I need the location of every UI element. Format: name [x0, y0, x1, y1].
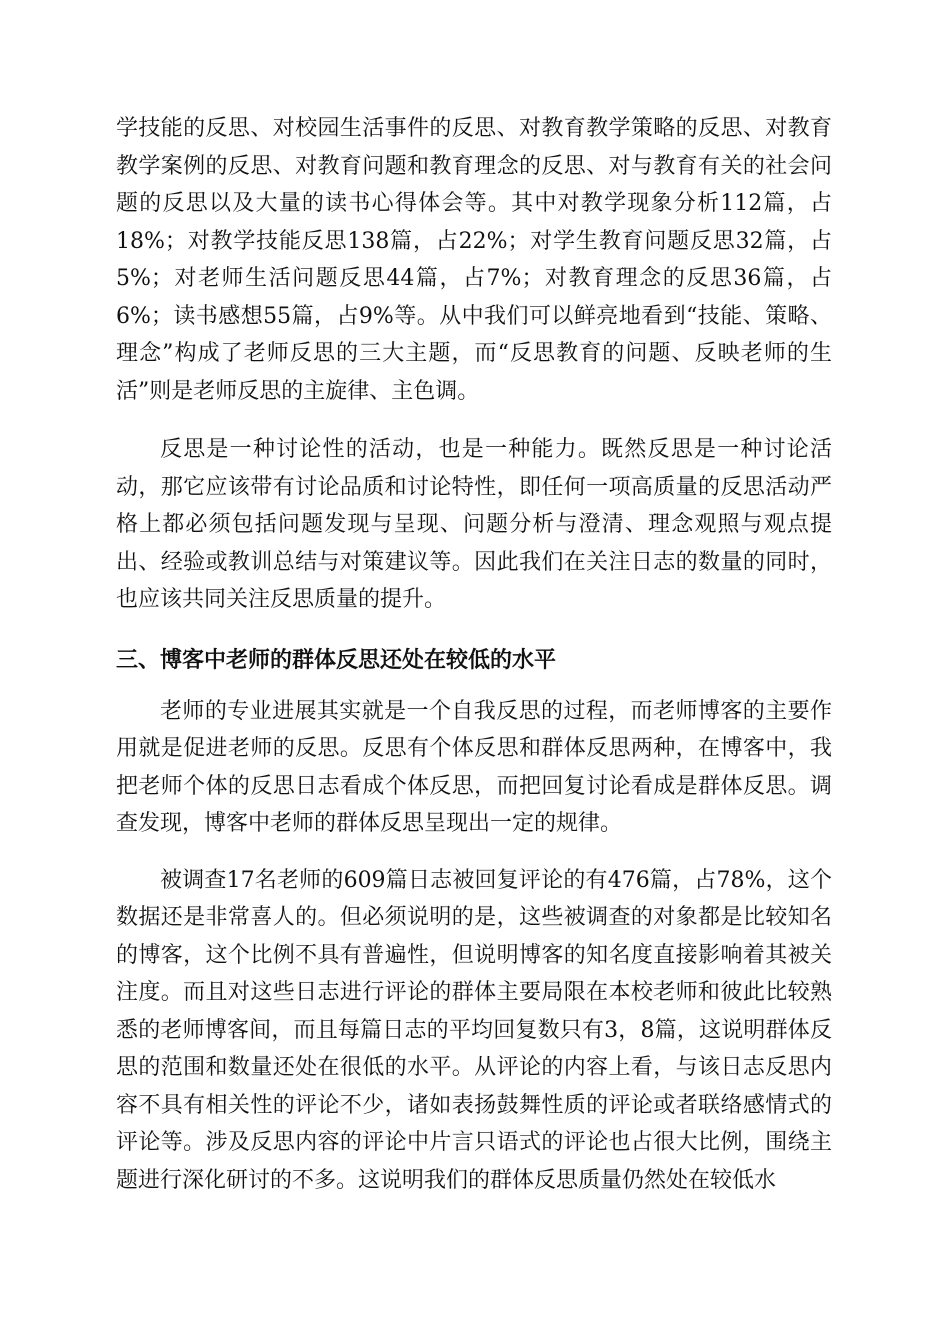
section-heading: 三、博客中老师的群体反思还处在较低的水平: [116, 647, 557, 673]
document-page: [116, 110, 832, 1199]
paragraph-reflection-topics: 学技能的反思、对校园生活事件的反思、对教育教学策略的反思、对教育教学案例的反思、对教育问题和教育理念的反思、对与教育有关的社会问题的反思以及大量的读书心得体会等。其中对教学现象分析112篇，占18%；对教学技能反思138篇，占22%；对学生教育问题反思32篇，占5%；对老师生活问题反思44篇，占7%；对教育理念的反思36篇，占6%；读书感想55篇，占9%等。从中我们可以鲜亮地看到“技能、策略、理念”构成了老师反思的三大主题，而“反思教育的问题、反映老师的生活”则是老师反思的主旋律、主色调。: [116, 116, 832, 404]
paragraph-survey-findings: 被调查17名老师的609篇日志被回复评论的有476篇，占78%，这个数据还是非常喜人的。但必须说明的是，这些被调查的对象都是比较知名的博客，这个比例不具有普遍性，但说明博客的知名度直接影响着其被关注度。而且对这些日志进行评论的群体主要局限在本校老师和彼此比较熟悉的老师博客间，而且每篇日志的平均回复数只有3，8篇，这说明群体反思的范围和数量还处在很低的水平。从评论的内容上看，与该日志反思内容不具有相关性的评论不少，诸如表扬鼓舞性质的评论或者联络感情式的评论等。涉及反思内容的评论中片言只语式的评论也占很大比例，围绕主题进行深化研讨的不多。这说明我们的群体反思质量仍然处在较低水: [116, 867, 832, 1193]
paragraph-reflection-quality: 反思是一种讨论性的活动，也是一种能力。既然反思是一种讨论活动，那它应该带有讨论品质和讨论特性，即任何一项高质量的反思活动严格上都必须包括问题发现与呈现、问题分析与澄清、理念观照与观点提出、经验或教训总结与对策建议等。因此我们在关注日志的数量的同时，也应该共同关注反思质量的提升。: [116, 437, 832, 612]
paragraph-group-reflection: 老师的专业进展其实就是一个自我反思的过程，而老师博客的主要作用就是促进老师的反思。反思有个体反思和群体反思两种，在博客中，我把老师个体的反思日志看成个体反思，而把回复讨论看成是群体反思。调查发现，博客中老师的群体反思呈现出一定的规律。: [116, 698, 832, 836]
